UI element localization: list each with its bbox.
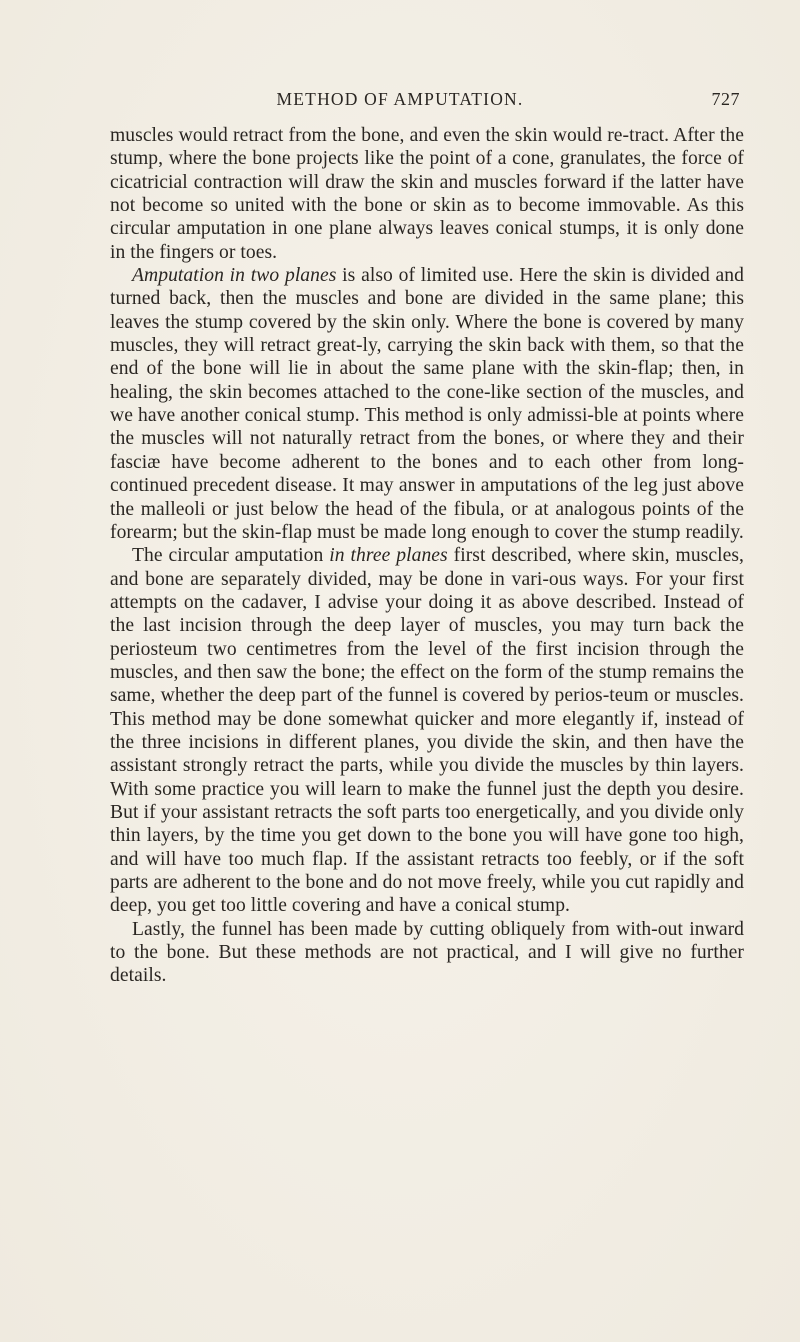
paragraph-4	[110, 918, 744, 988]
page-number: 727	[711, 89, 740, 109]
paragraph-2-italic-heading: Amputation in two planes	[132, 265, 337, 287]
paragraph-2	[110, 264, 744, 544]
running-title: METHOD OF AMPUTATION.	[276, 89, 524, 109]
paragraph-3	[110, 544, 744, 918]
paragraph-2-text: is also of limited use. Here the skin is divided and turned back, then the muscles and bone are divided in the same plane; this leaves the stump covered by the skin only. Where the bone is covered by many muscles, they will retract great-ly, carrying the skin back with them, so that the end of the bone will lie in about the same plane with the skin-flap; then, in healing, the skin becomes attached to the cone-like section of the muscles, and we have another conical stump. This method is only admissi-ble at points where the muscles will not naturally retract from the bones, or where they and their fasciæ have become adherent to the bones and to each other from long-continued precedent disease. It may answer in amputations of the leg just above the malleoli or just below the head of the fibula, or at analogous points of the forearm; but the skin-flap must be made long enough to cover the stump readily.	[110, 265, 745, 543]
paragraph-1	[110, 124, 744, 264]
paragraph-3-text: first described, where skin, muscles, and bone are separately divided, may be done in vari-ous ways. For your first attempts on the cadaver, I advise your doing it as above described. Instead of the last incision through the deep layer of muscles, you may turn back the periosteum two centimetres from the level of the first incision through the muscles, and then saw the bone; the effect on the form of the stump remains the same, whether the deep part of the funnel is covered by perios-teum or muscles. This method may be done somewhat quicker and more elegantly if, instead of the three incisions in different planes, you divide the skin, and then have the assistant strongly retract the parts, while you divide the muscles by thin layers. With some practice you will learn to make the funnel just the depth you desire. But if your assistant retracts the soft parts too energetically, and you divide only thin layers, by the time you get down to the bone you will have gone too high, and will have too much flap. If the assistant retracts too feebly, or if the soft parts are adherent to the bone and do not move freely, while you cut rapidly and deep, you get too little covering and have a conical stump.	[110, 545, 744, 917]
paragraph-3-lead: The circular amputation	[132, 545, 330, 567]
paragraph-3-italic-phrase: in three planes	[329, 545, 448, 567]
running-head	[60, 89, 740, 115]
body-text	[110, 124, 744, 988]
paragraph-1-text: muscles would retract from the bone, and even the skin would re-tract. After the stump, where the bone projects like the point of a cone, granulates, the force of cicatricial contraction will draw the skin and muscles forward if the latter have not become so united with the bone or skin as to become immovable. As this circular amputation in one plane always leaves conical stumps, it is only done in the fingers or toes.	[110, 125, 744, 263]
paragraph-4-text: Lastly, the funnel has been made by cutting obliquely from with-out inward to the bone. But these methods are not practical, and I will give no further details.	[110, 918, 744, 987]
